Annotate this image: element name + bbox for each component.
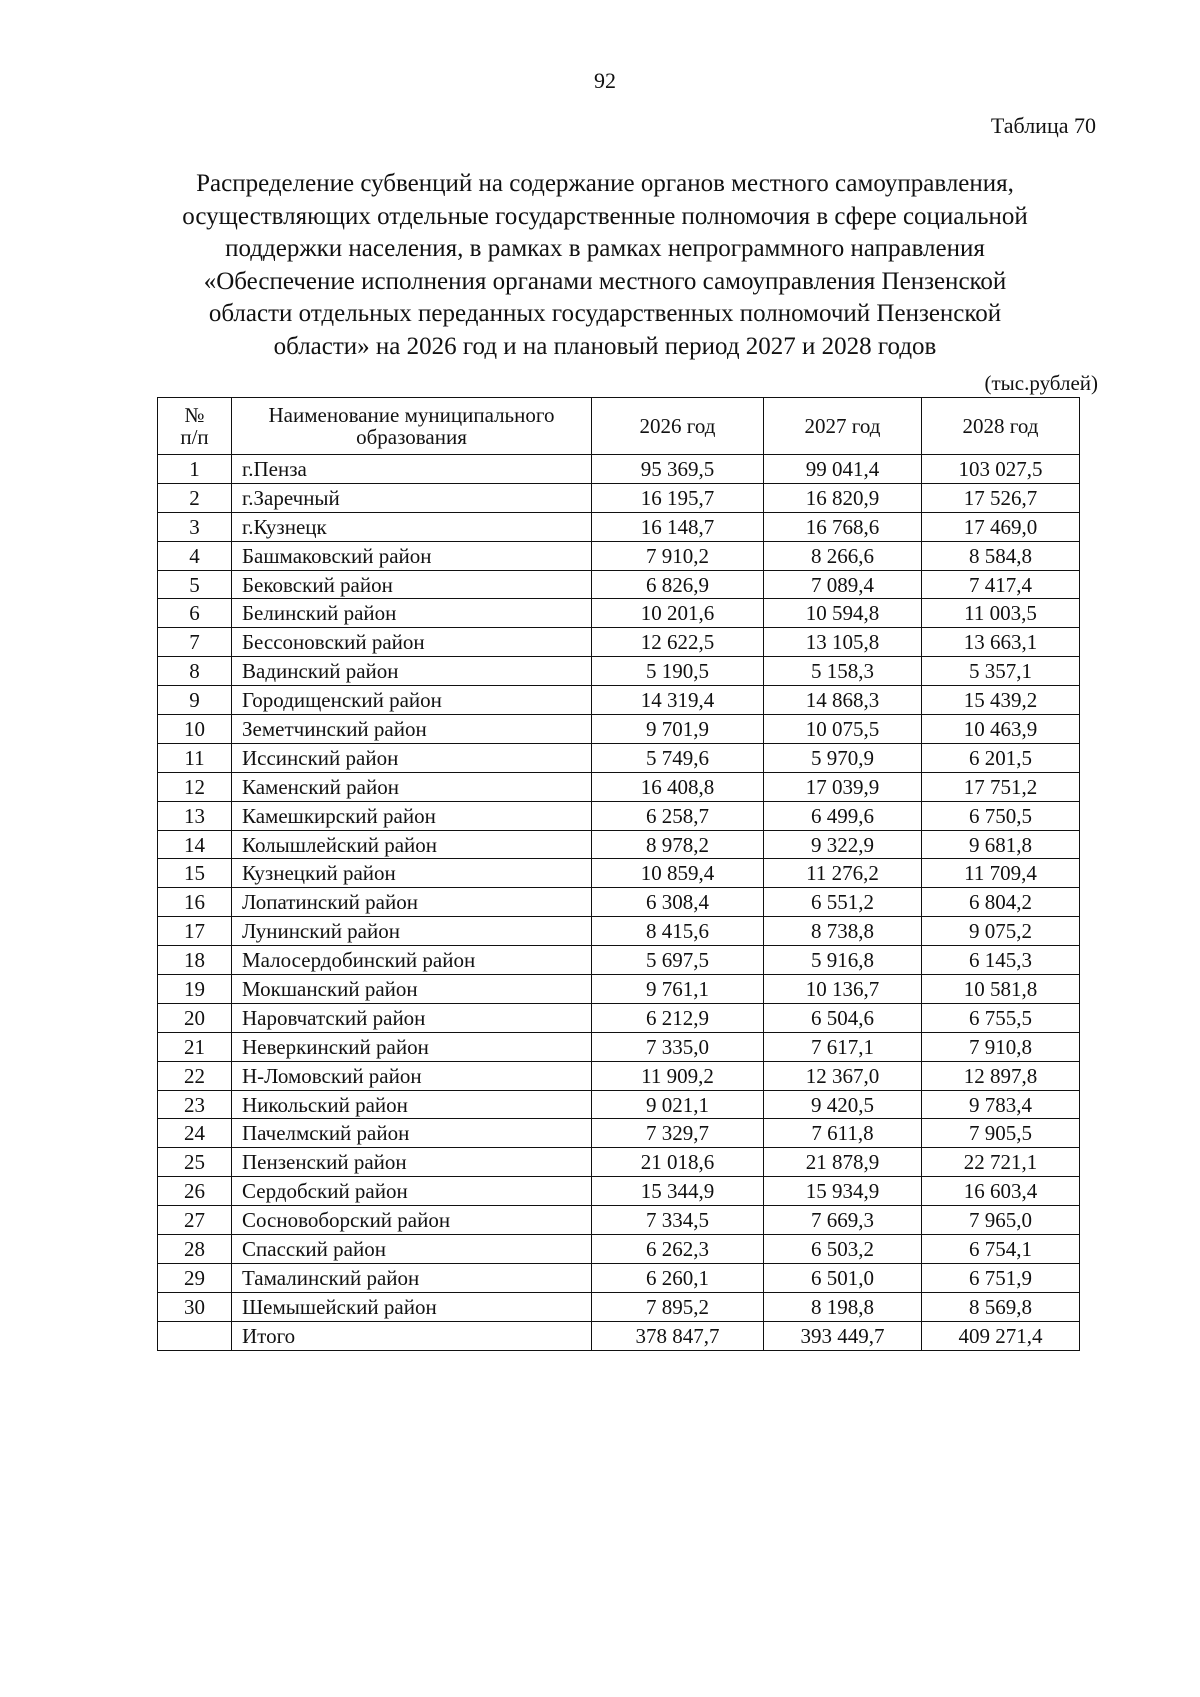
row-number: 7 xyxy=(158,628,232,657)
value-2026: 21 018,6 xyxy=(592,1148,764,1177)
row-number: 10 xyxy=(158,715,232,744)
value-2026: 10 201,6 xyxy=(592,599,764,628)
table-row xyxy=(158,1003,1080,1032)
row-number: 6 xyxy=(158,599,232,628)
municipality-name: Никольский район xyxy=(232,1090,592,1119)
value-2027: 10 136,7 xyxy=(764,975,922,1004)
row-number: 23 xyxy=(158,1090,232,1119)
value-2028: 10 581,8 xyxy=(922,975,1080,1004)
value-2028: 16 603,4 xyxy=(922,1177,1080,1206)
value-2027: 9 420,5 xyxy=(764,1090,922,1119)
municipality-name: Белинский район xyxy=(232,599,592,628)
value-2028: 6 750,5 xyxy=(922,801,1080,830)
table-row xyxy=(158,570,1080,599)
municipality-name: г.Пенза xyxy=(232,455,592,484)
value-2027: 7 089,4 xyxy=(764,570,922,599)
municipality-name: Земетчинский район xyxy=(232,715,592,744)
value-2026: 10 859,4 xyxy=(592,859,764,888)
value-2028: 7 417,4 xyxy=(922,570,1080,599)
value-2026: 6 258,7 xyxy=(592,801,764,830)
value-2028: 103 027,5 xyxy=(922,455,1080,484)
table-row xyxy=(158,917,1080,946)
value-2026: 7 895,2 xyxy=(592,1292,764,1321)
table-row xyxy=(158,599,1080,628)
value-2027: 10 075,5 xyxy=(764,715,922,744)
value-2026: 16 195,7 xyxy=(592,483,764,512)
value-2026: 6 308,4 xyxy=(592,888,764,917)
row-number: 26 xyxy=(158,1177,232,1206)
value-2027: 16 820,9 xyxy=(764,483,922,512)
value-2026: 6 260,1 xyxy=(592,1263,764,1292)
value-2027: 11 276,2 xyxy=(764,859,922,888)
table-row xyxy=(158,483,1080,512)
municipality-name: Итого xyxy=(232,1321,592,1350)
value-2027: 5 970,9 xyxy=(764,743,922,772)
municipality-name: Лунинский район xyxy=(232,917,592,946)
row-number: 5 xyxy=(158,570,232,599)
municipality-name: Камешкирский район xyxy=(232,801,592,830)
column-header-number-line1: № xyxy=(184,403,205,427)
value-2027: 16 768,6 xyxy=(764,512,922,541)
value-2026: 9 021,1 xyxy=(592,1090,764,1119)
value-2027: 6 504,6 xyxy=(764,1003,922,1032)
municipality-name: Пензенский район xyxy=(232,1148,592,1177)
row-number: 1 xyxy=(158,455,232,484)
municipality-name: Кузнецкий район xyxy=(232,859,592,888)
value-2026: 7 910,2 xyxy=(592,541,764,570)
value-2027: 6 503,2 xyxy=(764,1235,922,1264)
table-row xyxy=(158,1061,1080,1090)
value-2027: 99 041,4 xyxy=(764,455,922,484)
value-2028: 9 783,4 xyxy=(922,1090,1080,1119)
value-2028: 12 897,8 xyxy=(922,1061,1080,1090)
table-row xyxy=(158,1177,1080,1206)
value-2026: 7 335,0 xyxy=(592,1032,764,1061)
value-2027: 6 551,2 xyxy=(764,888,922,917)
value-2028: 7 965,0 xyxy=(922,1206,1080,1235)
value-2027: 12 367,0 xyxy=(764,1061,922,1090)
value-2026: 16 148,7 xyxy=(592,512,764,541)
table-row xyxy=(158,1090,1080,1119)
value-2028: 6 201,5 xyxy=(922,743,1080,772)
value-2026: 9 761,1 xyxy=(592,975,764,1004)
value-2026: 5 190,5 xyxy=(592,657,764,686)
value-2027: 8 198,8 xyxy=(764,1292,922,1321)
row-number: 15 xyxy=(158,859,232,888)
table-label: Таблица 70 xyxy=(990,113,1096,138)
value-2028: 7 905,5 xyxy=(922,1119,1080,1148)
table-row xyxy=(158,512,1080,541)
row-number: 16 xyxy=(158,888,232,917)
value-2028: 9 681,8 xyxy=(922,830,1080,859)
municipality-name: Сосновоборский район xyxy=(232,1206,592,1235)
municipality-name: Бековский район xyxy=(232,570,592,599)
value-2028: 7 910,8 xyxy=(922,1032,1080,1061)
row-number: 14 xyxy=(158,830,232,859)
value-2028: 22 721,1 xyxy=(922,1148,1080,1177)
value-2027: 9 322,9 xyxy=(764,830,922,859)
value-2028: 409 271,4 xyxy=(922,1321,1080,1350)
municipality-name: Мокшанский район xyxy=(232,975,592,1004)
municipality-name: г.Кузнецк xyxy=(232,512,592,541)
municipality-name: Каменский район xyxy=(232,772,592,801)
table-row xyxy=(158,801,1080,830)
row-number: 13 xyxy=(158,801,232,830)
table-row xyxy=(158,1235,1080,1264)
value-2027: 6 499,6 xyxy=(764,801,922,830)
units-label: (тыс.рублей) xyxy=(984,371,1098,395)
municipality-name: Бессоновский район xyxy=(232,628,592,657)
row-number: 9 xyxy=(158,686,232,715)
municipality-name: Вадинский район xyxy=(232,657,592,686)
title-line: «Обеспечение исполнения органами местного самоуправления Пензенской xyxy=(203,267,1007,295)
row-number: 20 xyxy=(158,1003,232,1032)
row-number: 2 xyxy=(158,483,232,512)
value-2028: 8 569,8 xyxy=(922,1292,1080,1321)
value-2028: 6 145,3 xyxy=(922,946,1080,975)
row-number: 30 xyxy=(158,1292,232,1321)
row-number: 22 xyxy=(158,1061,232,1090)
title-line: области отдельных переданных государственных полномочий Пензенской xyxy=(208,300,1002,327)
row-number: 8 xyxy=(158,657,232,686)
value-2028: 5 357,1 xyxy=(922,657,1080,686)
row-number: 24 xyxy=(158,1119,232,1148)
municipality-name: Сердобский район xyxy=(232,1177,592,1206)
value-2026: 15 344,9 xyxy=(592,1177,764,1206)
municipality-name: Колышлейский район xyxy=(232,830,592,859)
value-2026: 95 369,5 xyxy=(592,455,764,484)
value-2027: 15 934,9 xyxy=(764,1177,922,1206)
table-row xyxy=(158,1206,1080,1235)
page-number: 92 xyxy=(594,68,616,93)
municipality-name: Спасский район xyxy=(232,1235,592,1264)
municipality-name: Малосердобинский район xyxy=(232,946,592,975)
row-number xyxy=(158,1321,232,1350)
table-row xyxy=(158,715,1080,744)
row-number: 12 xyxy=(158,772,232,801)
title-line: области» на 2026 год и на плановый период 2027 и 2028 годов xyxy=(273,332,937,360)
value-2028: 11 003,5 xyxy=(922,599,1080,628)
row-number: 18 xyxy=(158,946,232,975)
subvention-table xyxy=(157,397,1080,1351)
value-2028: 11 709,4 xyxy=(922,859,1080,888)
value-2028: 6 804,2 xyxy=(922,888,1080,917)
row-number: 11 xyxy=(158,743,232,772)
value-2028: 8 584,8 xyxy=(922,541,1080,570)
row-number: 27 xyxy=(158,1206,232,1235)
row-number: 4 xyxy=(158,541,232,570)
total-row xyxy=(158,1321,1080,1350)
table-row xyxy=(158,628,1080,657)
title-line: осуществляющих отдельные государственные полномочия в сфере социальной xyxy=(182,202,1028,230)
row-number: 17 xyxy=(158,917,232,946)
row-number: 19 xyxy=(158,975,232,1004)
municipality-name: Башмаковский район xyxy=(232,541,592,570)
value-2026: 5 697,5 xyxy=(592,946,764,975)
value-2027: 5 158,3 xyxy=(764,657,922,686)
value-2028: 9 075,2 xyxy=(922,917,1080,946)
document-title xyxy=(110,168,1100,363)
value-2028: 10 463,9 xyxy=(922,715,1080,744)
value-2027: 6 501,0 xyxy=(764,1263,922,1292)
value-2027: 7 669,3 xyxy=(764,1206,922,1235)
value-2027: 393 449,7 xyxy=(764,1321,922,1350)
municipality-name: Шемышейский район xyxy=(232,1292,592,1321)
table-row xyxy=(158,888,1080,917)
value-2028: 6 751,9 xyxy=(922,1263,1080,1292)
municipality-name: Городищенский район xyxy=(232,686,592,715)
municipality-name: г.Заречный xyxy=(232,483,592,512)
column-header-number-line2: п/п xyxy=(180,425,209,449)
value-2028: 17 526,7 xyxy=(922,483,1080,512)
value-2028: 13 663,1 xyxy=(922,628,1080,657)
value-2026: 12 622,5 xyxy=(592,628,764,657)
value-2026: 14 319,4 xyxy=(592,686,764,715)
table-row xyxy=(158,657,1080,686)
value-2027: 8 266,6 xyxy=(764,541,922,570)
table-row xyxy=(158,743,1080,772)
value-2026: 16 408,8 xyxy=(592,772,764,801)
value-2028: 17 469,0 xyxy=(922,512,1080,541)
value-2026: 7 329,7 xyxy=(592,1119,764,1148)
value-2026: 5 749,6 xyxy=(592,743,764,772)
value-2027: 17 039,9 xyxy=(764,772,922,801)
table-row xyxy=(158,975,1080,1004)
table-row xyxy=(158,859,1080,888)
row-number: 3 xyxy=(158,512,232,541)
table-row xyxy=(158,1263,1080,1292)
municipality-name: Неверкинский район xyxy=(232,1032,592,1061)
column-header-name-line2: образования xyxy=(356,425,467,449)
value-2026: 9 701,9 xyxy=(592,715,764,744)
column-header-2027: 2027 год xyxy=(764,398,922,455)
value-2027: 13 105,8 xyxy=(764,628,922,657)
column-header-name xyxy=(232,398,592,455)
table-row xyxy=(158,830,1080,859)
table-row xyxy=(158,541,1080,570)
value-2027: 5 916,8 xyxy=(764,946,922,975)
table-row xyxy=(158,686,1080,715)
row-number: 25 xyxy=(158,1148,232,1177)
value-2028: 6 755,5 xyxy=(922,1003,1080,1032)
municipality-name: Н-Ломовский район xyxy=(232,1061,592,1090)
title-line: Распределение субвенций на содержание органов местного самоуправления, xyxy=(196,170,1014,197)
row-number: 28 xyxy=(158,1235,232,1264)
row-number: 21 xyxy=(158,1032,232,1061)
value-2026: 6 826,9 xyxy=(592,570,764,599)
column-header-name-line1: Наименование муниципального xyxy=(268,403,555,427)
value-2027: 10 594,8 xyxy=(764,599,922,628)
value-2028: 6 754,1 xyxy=(922,1235,1080,1264)
municipality-name: Наровчатский район xyxy=(232,1003,592,1032)
value-2026: 6 212,9 xyxy=(592,1003,764,1032)
table-row xyxy=(158,1292,1080,1321)
municipality-name: Иссинский район xyxy=(232,743,592,772)
column-header-number xyxy=(158,398,232,455)
table-row xyxy=(158,455,1080,484)
column-header-2028: 2028 год xyxy=(922,398,1080,455)
value-2026: 7 334,5 xyxy=(592,1206,764,1235)
table-row xyxy=(158,772,1080,801)
value-2027: 7 617,1 xyxy=(764,1032,922,1061)
table-row xyxy=(158,946,1080,975)
value-2026: 378 847,7 xyxy=(592,1321,764,1350)
municipality-name: Тамалинский район xyxy=(232,1263,592,1292)
title-line: поддержки населения, в рамках в рамках непрограммного направления xyxy=(225,235,985,262)
table-row xyxy=(158,1032,1080,1061)
table-header-row xyxy=(158,398,1080,455)
municipality-name: Лопатинский район xyxy=(232,888,592,917)
table-row xyxy=(158,1119,1080,1148)
value-2026: 11 909,2 xyxy=(592,1061,764,1090)
value-2027: 7 611,8 xyxy=(764,1119,922,1148)
value-2027: 14 868,3 xyxy=(764,686,922,715)
value-2028: 15 439,2 xyxy=(922,686,1080,715)
row-number: 29 xyxy=(158,1263,232,1292)
value-2027: 8 738,8 xyxy=(764,917,922,946)
table-row xyxy=(158,1148,1080,1177)
value-2026: 6 262,3 xyxy=(592,1235,764,1264)
column-header-2026: 2026 год xyxy=(592,398,764,455)
value-2027: 21 878,9 xyxy=(764,1148,922,1177)
value-2026: 8 978,2 xyxy=(592,830,764,859)
table-body xyxy=(158,455,1080,1351)
value-2028: 17 751,2 xyxy=(922,772,1080,801)
municipality-name: Пачелмский район xyxy=(232,1119,592,1148)
value-2026: 8 415,6 xyxy=(592,917,764,946)
